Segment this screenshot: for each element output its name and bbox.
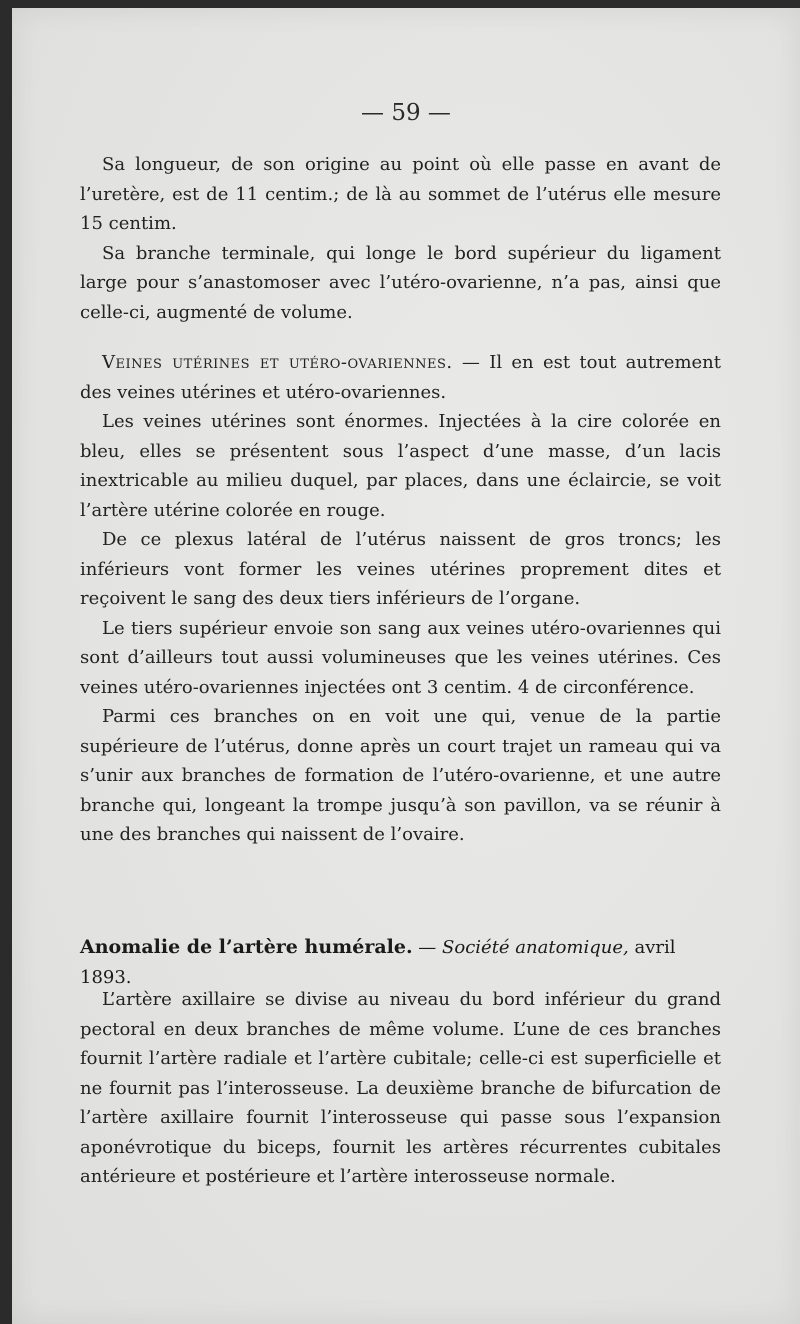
paragraph: Sa longueur, de son origine au point où elle passe en avant de l’uretère, est de 11 centim.; de là au sommet de l’utérus elle mesure 15 centim. — [80, 154, 721, 234]
section-heading: Veines utérines et utéro-ovariennes. — [102, 352, 453, 373]
veins-section — [80, 348, 721, 850]
paragraph: Les veines utérines sont énormes. Injectées à la cire colorée en bleu, elles se présentent sous l’aspect d’une masse, d’un lacis inextricable au milieu duquel, par places, dans une éclaircie, se voit l’artère utérine colorée en rouge. — [80, 411, 721, 521]
paragraph: L’artère axillaire se divise au niveau du bord inférieur du grand pectoral en deux branches de même volume. L’une de ces branches fournit l’artère radiale et l’artère cubitale; celle-ci est superficielle et ne fournit pas l’interosseuse. La deuxième branche de bifurcation de l’artère axillaire fournit l’interosseuse qui passe sous l’expansion aponévrotique du biceps, fournit les artères récurrentes cubitales antérieure et postérieure et l’artère interosseuse normale. — [80, 989, 721, 1187]
page-number: — 59 — — [361, 100, 451, 126]
paragraph: Le tiers supérieur envoie son sang aux veines utéro-ovariennes qui sont d’ailleurs tout aussi volumineuses que les veines utérines. Ces veines utéro-ovariennes injectées ont 3 centim. 4 de circonférence. — [80, 617, 721, 698]
paragraph: Sa branche terminale, qui longe le bord supérieur du ligament large pour s’anastomoser avec l’utéro-ovarienne, n’a pas, ainsi que celle-ci, augmenté de volume. — [80, 242, 721, 323]
book-page — [12, 8, 800, 1324]
source-dash: — — [412, 937, 443, 958]
anomaly-section — [80, 985, 721, 1192]
source-date: avril 1893. — [80, 937, 676, 988]
article-title: Anomalie de l’artère humérale. — [80, 936, 413, 958]
paragraph: Parmi ces branches on en voit une qui, venue de la partie supérieure de l’utérus, donne après un court trajet un rameau qui va s’unir aux branches de formation de l’utéro-ovarienne, et une autre branche qui, longeant la trompe jusqu’à son pavillon, va se réunir à une des branches qui naissent de l’ovaire. — [80, 706, 721, 845]
veins-heading-paragraph — [80, 348, 721, 407]
anomaly-heading — [80, 933, 721, 992]
heading-continuation: — Il en est tout autrement des veines utérines et utéro-ovariennes. — [80, 352, 721, 403]
source-name: Société anatomique, — [442, 937, 629, 958]
paragraph: De ce plexus latéral de l’utérus naissent de gros troncs; les inférieurs vont former les veines utérines proprement dites et reçoivent le sang des deux tiers inférieurs de l’organe. — [80, 529, 721, 609]
uterine-artery-section — [80, 150, 721, 327]
